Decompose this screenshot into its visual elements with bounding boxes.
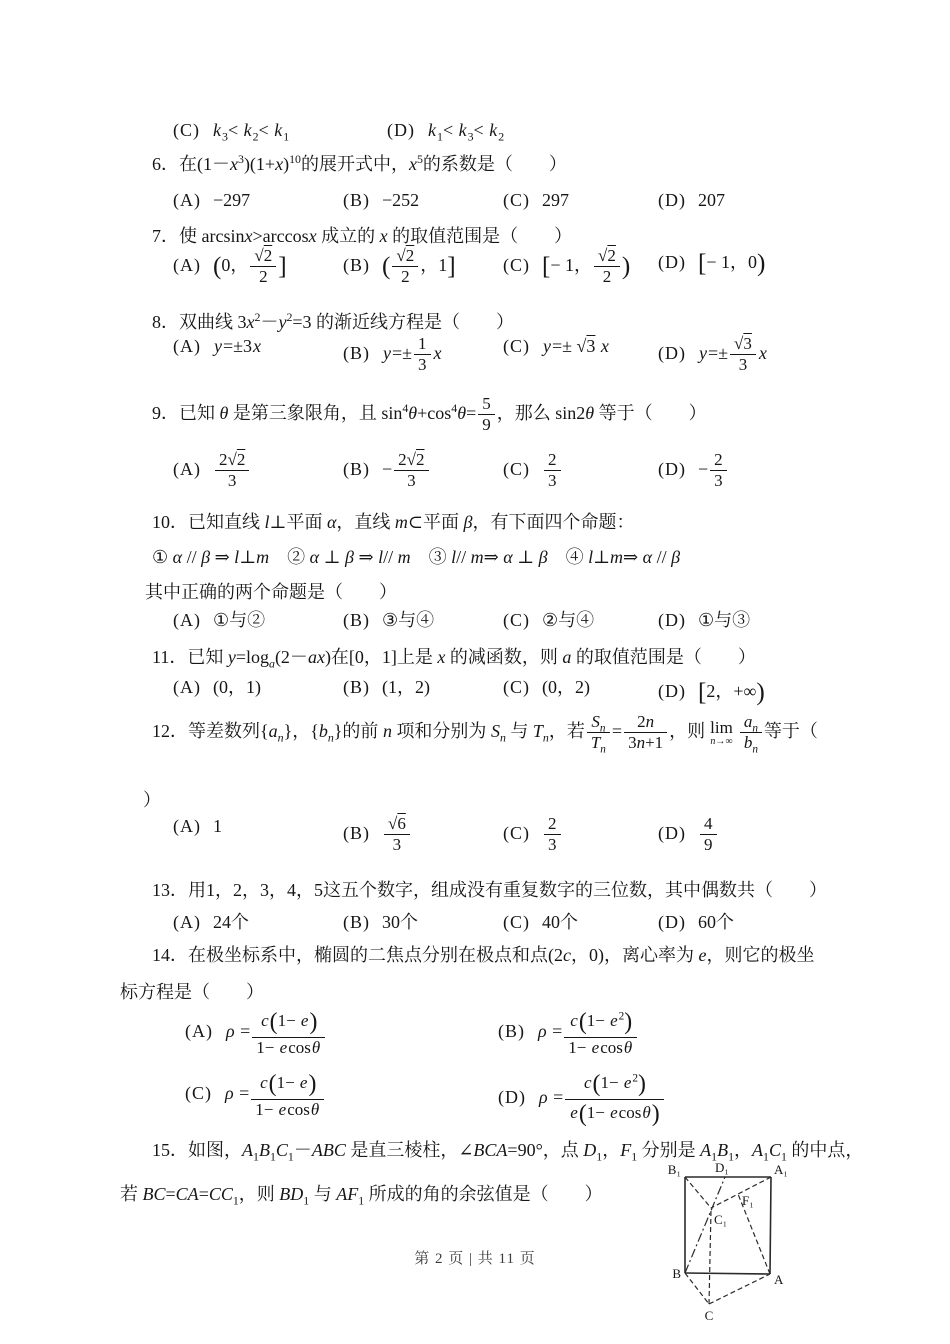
- option-a: (A) $\frac{2√2}{3}$: [173, 450, 251, 492]
- edge-c-a: [709, 1274, 770, 1304]
- question-13-stem: 13．用1，2，3，4，5这五个数字，组成没有重复数字的三位数，其中偶数共（ ）: [152, 880, 827, 900]
- option-a: (A) (0， $\frac{√2}{2}$ ]: [173, 246, 287, 287]
- vertex-label-a1: A₁: [774, 1162, 788, 1177]
- option-b: (B) 30个: [343, 912, 418, 932]
- question-14-stem-line2: 标方程是（ ）: [120, 982, 264, 1002]
- option-a: (A) (0，1): [173, 677, 261, 697]
- option-d: (D) − $\frac{2}{3}$: [658, 450, 729, 492]
- option-d: (D) $\frac{4}{9}$: [658, 814, 719, 856]
- option-b: (B) ③与④: [343, 610, 435, 630]
- edge-b1-c1: [685, 1177, 711, 1208]
- question-9-stem: 9．已知 θ 是第三象限角，且 $\sin^4\theta+\cos^4\theta=$ $\frac{5}{9}$ ，那么 sin2θ 等于（ ）: [152, 394, 707, 435]
- option-b: (B) $\frac{√6}{3}$: [343, 814, 412, 856]
- option-d: (D) 60个: [658, 912, 734, 932]
- option-a: (A) −297: [173, 190, 251, 210]
- option-c: (C) $\frac{2}{3}$: [503, 814, 563, 856]
- option-b: (B) ( $\frac{√2}{2}$ ，1]: [343, 246, 456, 287]
- option-d: (D) 207: [658, 190, 725, 210]
- option-b: (B) ρ = $\frac{c(1- e^2)}{1- ecos\theta}$: [498, 1008, 639, 1058]
- question-12-close-paren: ）: [143, 790, 161, 810]
- question-10-subtext: 其中正确的两个命题是（ ）: [145, 582, 397, 602]
- vertex-label-c: C: [704, 1308, 714, 1323]
- option-b: (B) y=± $\frac{1}{3}$ x: [343, 334, 442, 375]
- option-b: (B) − $\frac{2√2}{3}$: [343, 450, 431, 492]
- edge-b-a: [685, 1273, 770, 1274]
- vertex-label-d1: D₁: [715, 1160, 729, 1175]
- edge-a1-c1: [711, 1177, 771, 1208]
- question-10-stem: 10．已知直线 l⊥平面 α，直线 m⊂平面 β，有下面四个命题：: [152, 512, 635, 532]
- vertex-label-f1: F₁: [742, 1193, 754, 1208]
- option-c: (C) $\frac{2}{3}$: [503, 450, 563, 492]
- option-d: (D) ρ = $\frac{c(1- e^2)}{e(1- ecos\theta)}$: [498, 1070, 666, 1128]
- question-7-stem: 7．使 arcsinx>arccosx 成立的 x 的取值范围是（ ）: [152, 226, 573, 246]
- option-a: (A) 24个: [173, 912, 249, 932]
- option-c: (C) [− 1， $\frac{√2}{2}$ ): [503, 246, 631, 287]
- option-a: (A) 1: [173, 816, 222, 836]
- option-b: (B) −252: [343, 190, 420, 210]
- option-a: (A) ρ = $\frac{c(1- e)}{1- ecos\theta}$: [185, 1008, 327, 1058]
- edge-b-c: [685, 1273, 709, 1304]
- option-c: (C) $k_3< k_2< k_1$: [173, 120, 290, 144]
- option-c: (C) y=± √3 x: [503, 336, 609, 356]
- question-10-propositions: ① α // β ⇒ l⊥m ② α ⊥ β ⇒ l// m ③ l// m⇒ α ⊥ β ④ l⊥m⇒ α // β: [152, 547, 681, 567]
- option-c: (C) 40个: [503, 912, 578, 932]
- option-d: (D) ①与③: [658, 610, 751, 630]
- vertex-label-b1: B₁: [667, 1162, 681, 1177]
- option-d: (D) [2，+∞): [658, 679, 765, 706]
- question-14-stem-line1: 14．在极坐标系中，椭圆的二焦点分别在极点和点(2c，0)，离心率为 e，则它的极坐: [152, 945, 815, 965]
- vertex-label-a: A: [774, 1272, 784, 1287]
- page-number-footer: 第 2 页 | 共 11 页: [414, 1251, 536, 1267]
- option-c: (C) (0，2): [503, 677, 590, 697]
- option-c: (C) ②与④: [503, 610, 595, 630]
- option-a: (A) ①与②: [173, 610, 266, 630]
- question-15-stem-line2: 若 $BC=CA=CC_1$，则 $BD_1$ 与 $AF_1$ 所成的角的余弦值是（ ）: [120, 1184, 603, 1208]
- question-6-stem: 6．在$(1-x^3)(1+x)^{10}$的展开式中，$x^5$的系数是（ ）: [152, 152, 567, 174]
- question-12-stem: 12．等差数列$\{a_n\}$，$\{b_n\}$的前 n 项和分别为 $S_n$ 与 $T_n$，若 $\frac{S_n}{T_n}$ = $\frac{2n}{3n+1}$ ，则 lim n→∞ $\frac{a_n}{b_n}$ 等于（: [152, 712, 818, 756]
- option-d: (D) [− 1，0): [658, 250, 766, 277]
- question-11-stem: 11．已知 $y=\log_a(2-ax)$在[0，1]上是 x 的减函数，则 a 的取值范围是（ ）: [152, 647, 756, 671]
- option-c: (C) ρ = $\frac{c(1- e)}{1- ecos\theta}$: [185, 1070, 326, 1120]
- question-8-stem: 8．双曲线 $3x^2-y^2=3$ 的渐近线方程是（ ）: [152, 310, 515, 332]
- option-a: (A) y=±3x: [173, 336, 262, 356]
- vertex-label-b: B: [672, 1266, 681, 1281]
- option-d: (D) y=± $\frac{√3}{3}$ x: [658, 334, 767, 375]
- vertex-label-c1: C₁: [714, 1212, 728, 1227]
- option-b: (B) (1，2): [343, 677, 430, 697]
- option-c: (C) 297: [503, 190, 569, 210]
- option-d: (D) $k_1< k_3< k_2$: [387, 120, 505, 144]
- question-15-stem-line1: 15．如图，$A_1B_1C_1-ABC$ 是直三棱柱，∠BCA=90°，点 $D_1$，$F_1$ 分别是 $A_1B_1$，$A_1C_1$ 的中点，: [152, 1140, 864, 1164]
